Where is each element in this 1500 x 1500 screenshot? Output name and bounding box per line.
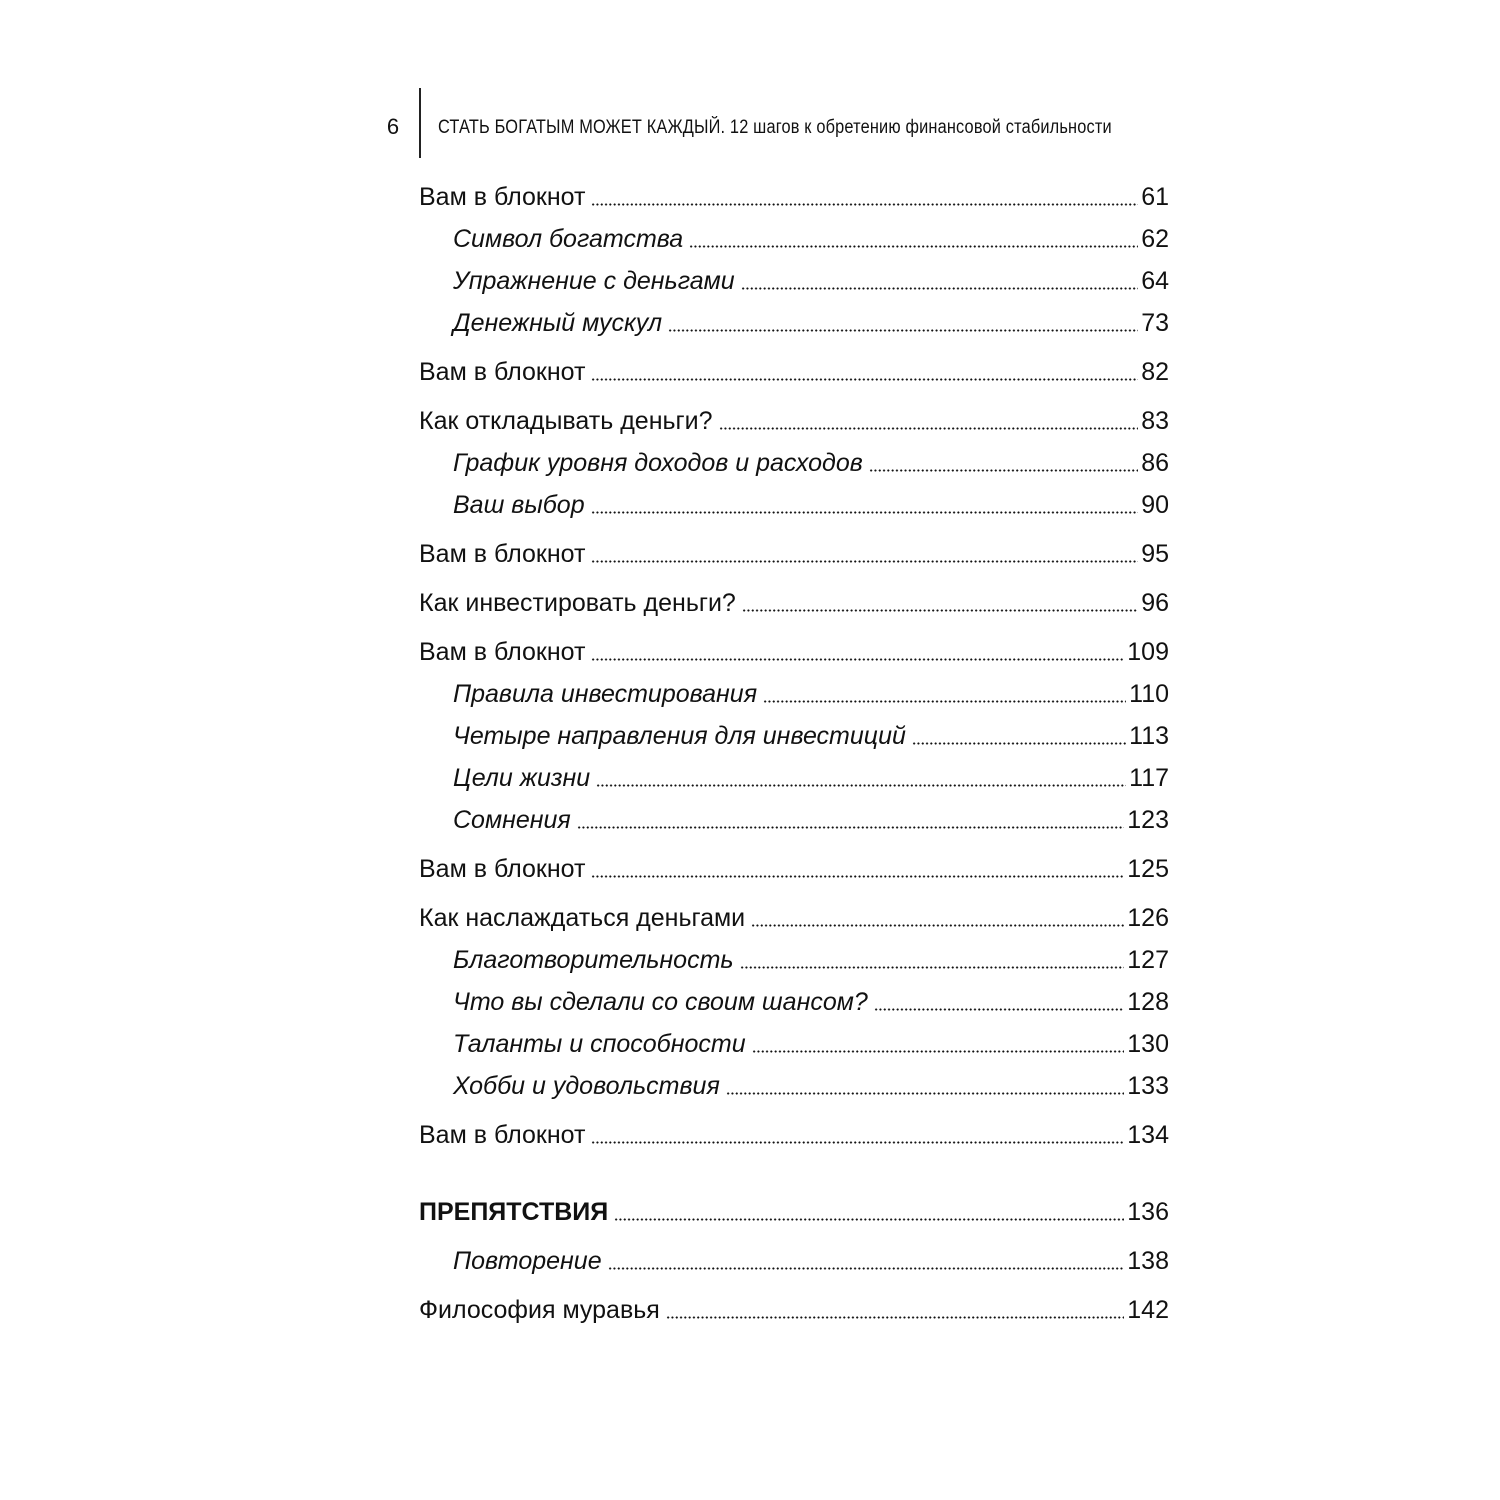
dot-leader <box>689 245 1138 248</box>
toc-entry-title: Повторение <box>453 1247 602 1275</box>
toc-entry[interactable] <box>419 899 1169 935</box>
toc-entry[interactable] <box>419 1291 1169 1327</box>
dot-leader <box>912 742 1126 745</box>
dot-leader <box>742 609 1138 612</box>
dot-leader <box>614 1218 1124 1221</box>
dot-leader <box>591 875 1124 878</box>
toc-entry[interactable] <box>453 1067 1169 1103</box>
toc-entry-page: 123 <box>1127 806 1169 834</box>
toc-entry-page: 130 <box>1127 1030 1169 1058</box>
toc-entry-page: 96 <box>1141 589 1169 617</box>
dot-leader <box>763 700 1126 703</box>
toc-entry-page: 82 <box>1141 358 1169 386</box>
toc-entry[interactable] <box>453 717 1169 753</box>
dot-leader <box>752 1050 1125 1053</box>
toc-entry-page: 73 <box>1141 309 1169 337</box>
toc-entry-page: 136 <box>1127 1198 1169 1226</box>
toc-entry-page: 128 <box>1127 988 1169 1016</box>
toc-entry[interactable] <box>453 220 1169 256</box>
toc-entry-title: Правила инвестирования <box>453 680 758 708</box>
dot-leader <box>591 203 1138 206</box>
toc-entry-title: Как инвестировать деньги? <box>419 589 736 617</box>
toc-entry[interactable] <box>453 801 1169 837</box>
toc-entry[interactable] <box>419 1116 1169 1152</box>
toc-entry-page: 127 <box>1127 946 1169 974</box>
toc-entry[interactable] <box>453 444 1169 480</box>
toc-entry[interactable] <box>419 584 1169 620</box>
toc-entry-title: Вам в блокнот <box>419 540 586 568</box>
dot-leader <box>668 329 1138 332</box>
dot-leader <box>577 826 1125 829</box>
toc-entry-page: 90 <box>1141 491 1169 519</box>
toc-entry-title: Четыре направления для инвестиций <box>453 722 906 750</box>
toc-entry-page: 95 <box>1141 540 1169 568</box>
page-number: 6 <box>386 114 400 139</box>
toc-entry-page: 138 <box>1127 1247 1169 1275</box>
dot-leader <box>591 1141 1124 1144</box>
toc-entry-page: 86 <box>1141 449 1169 477</box>
toc-entry-page: 133 <box>1127 1072 1169 1100</box>
toc-entry-title: Благотворительность <box>453 946 734 974</box>
toc-entry-page: 126 <box>1127 904 1169 932</box>
toc-entry-page: 64 <box>1141 267 1169 295</box>
dot-leader <box>591 378 1138 381</box>
toc-entry-title: ПРЕПЯТСТВИЯ <box>419 1198 609 1226</box>
toc-entry[interactable] <box>419 402 1169 438</box>
toc-entry-title: Денежный мускул <box>453 309 663 337</box>
toc-entry-title: Символ богатства <box>453 225 684 253</box>
toc-entry[interactable] <box>453 759 1169 795</box>
dot-leader <box>740 966 1125 969</box>
toc-entry-title: График уровня доходов и расходов <box>453 449 863 477</box>
toc-entry[interactable] <box>453 1025 1169 1061</box>
toc-entry[interactable] <box>419 633 1169 669</box>
toc-entry[interactable] <box>453 675 1169 711</box>
toc-entry[interactable] <box>419 353 1169 389</box>
dot-leader <box>591 560 1138 563</box>
toc-entry-page: 61 <box>1141 183 1169 211</box>
header-divider <box>419 88 421 158</box>
toc-entry-title: Сомнения <box>453 806 571 834</box>
toc-entry[interactable] <box>453 486 1169 522</box>
running-header <box>0 88 1500 160</box>
running-title: СТАТЬ БОГАТЫМ МОЖЕТ КАЖДЫЙ. 12 шагов к обретению финансовой стабильности <box>438 117 1112 138</box>
dot-leader <box>591 511 1139 514</box>
toc-entry-title: Таланты и способности <box>453 1030 746 1058</box>
toc-entry[interactable] <box>419 535 1169 571</box>
toc-entry[interactable] <box>419 850 1169 886</box>
toc-entry[interactable] <box>419 178 1169 214</box>
dot-leader <box>726 1092 1124 1095</box>
toc-entry-page: 134 <box>1127 1121 1169 1149</box>
toc-entry-title: Упражнение с деньгами <box>453 267 735 295</box>
dot-leader <box>719 427 1139 430</box>
dot-leader <box>591 658 1124 661</box>
toc-entry-title: Как откладывать деньги? <box>419 407 713 435</box>
toc-entry[interactable] <box>453 304 1169 340</box>
toc-entry-page: 62 <box>1141 225 1169 253</box>
dot-leader <box>741 287 1138 290</box>
toc-entry-title: Вам в блокнот <box>419 358 586 386</box>
toc-entry[interactable] <box>453 941 1169 977</box>
dot-leader <box>596 784 1126 787</box>
toc-entry[interactable] <box>453 983 1169 1019</box>
toc-entry-page: 113 <box>1129 722 1169 750</box>
toc-entry-page: 83 <box>1141 407 1169 435</box>
toc-entry[interactable] <box>453 1242 1169 1278</box>
toc-entry-title: Вам в блокнот <box>419 183 586 211</box>
dot-leader <box>874 1008 1124 1011</box>
dot-leader <box>751 924 1124 927</box>
dot-leader <box>608 1267 1125 1270</box>
toc-entry-page: 110 <box>1129 680 1169 708</box>
dot-leader <box>869 469 1138 472</box>
toc-entry-title: Хобби и удовольствия <box>453 1072 720 1100</box>
toc-entry-title: Ваш выбор <box>453 491 585 519</box>
toc-entry-page: 109 <box>1127 638 1169 666</box>
toc-entry-page: 142 <box>1127 1296 1169 1324</box>
toc-entry-section[interactable] <box>419 1193 1169 1229</box>
toc-entry-title: Вам в блокнот <box>419 638 586 666</box>
toc-entry-title: Вам в блокнот <box>419 855 586 883</box>
toc-entry-title: Цели жизни <box>453 764 591 792</box>
toc-entry-title: Что вы сделали со своим шансом? <box>453 988 868 1016</box>
toc-entry-title: Как наслаждаться деньгами <box>419 904 746 932</box>
toc-entry-title: Философия муравья <box>419 1296 660 1324</box>
toc-entry[interactable] <box>453 262 1169 298</box>
dot-leader <box>666 1316 1124 1319</box>
toc-entry-page: 117 <box>1129 764 1169 792</box>
toc-entry-title: Вам в блокнот <box>419 1121 586 1149</box>
toc-entry-page: 125 <box>1127 855 1169 883</box>
